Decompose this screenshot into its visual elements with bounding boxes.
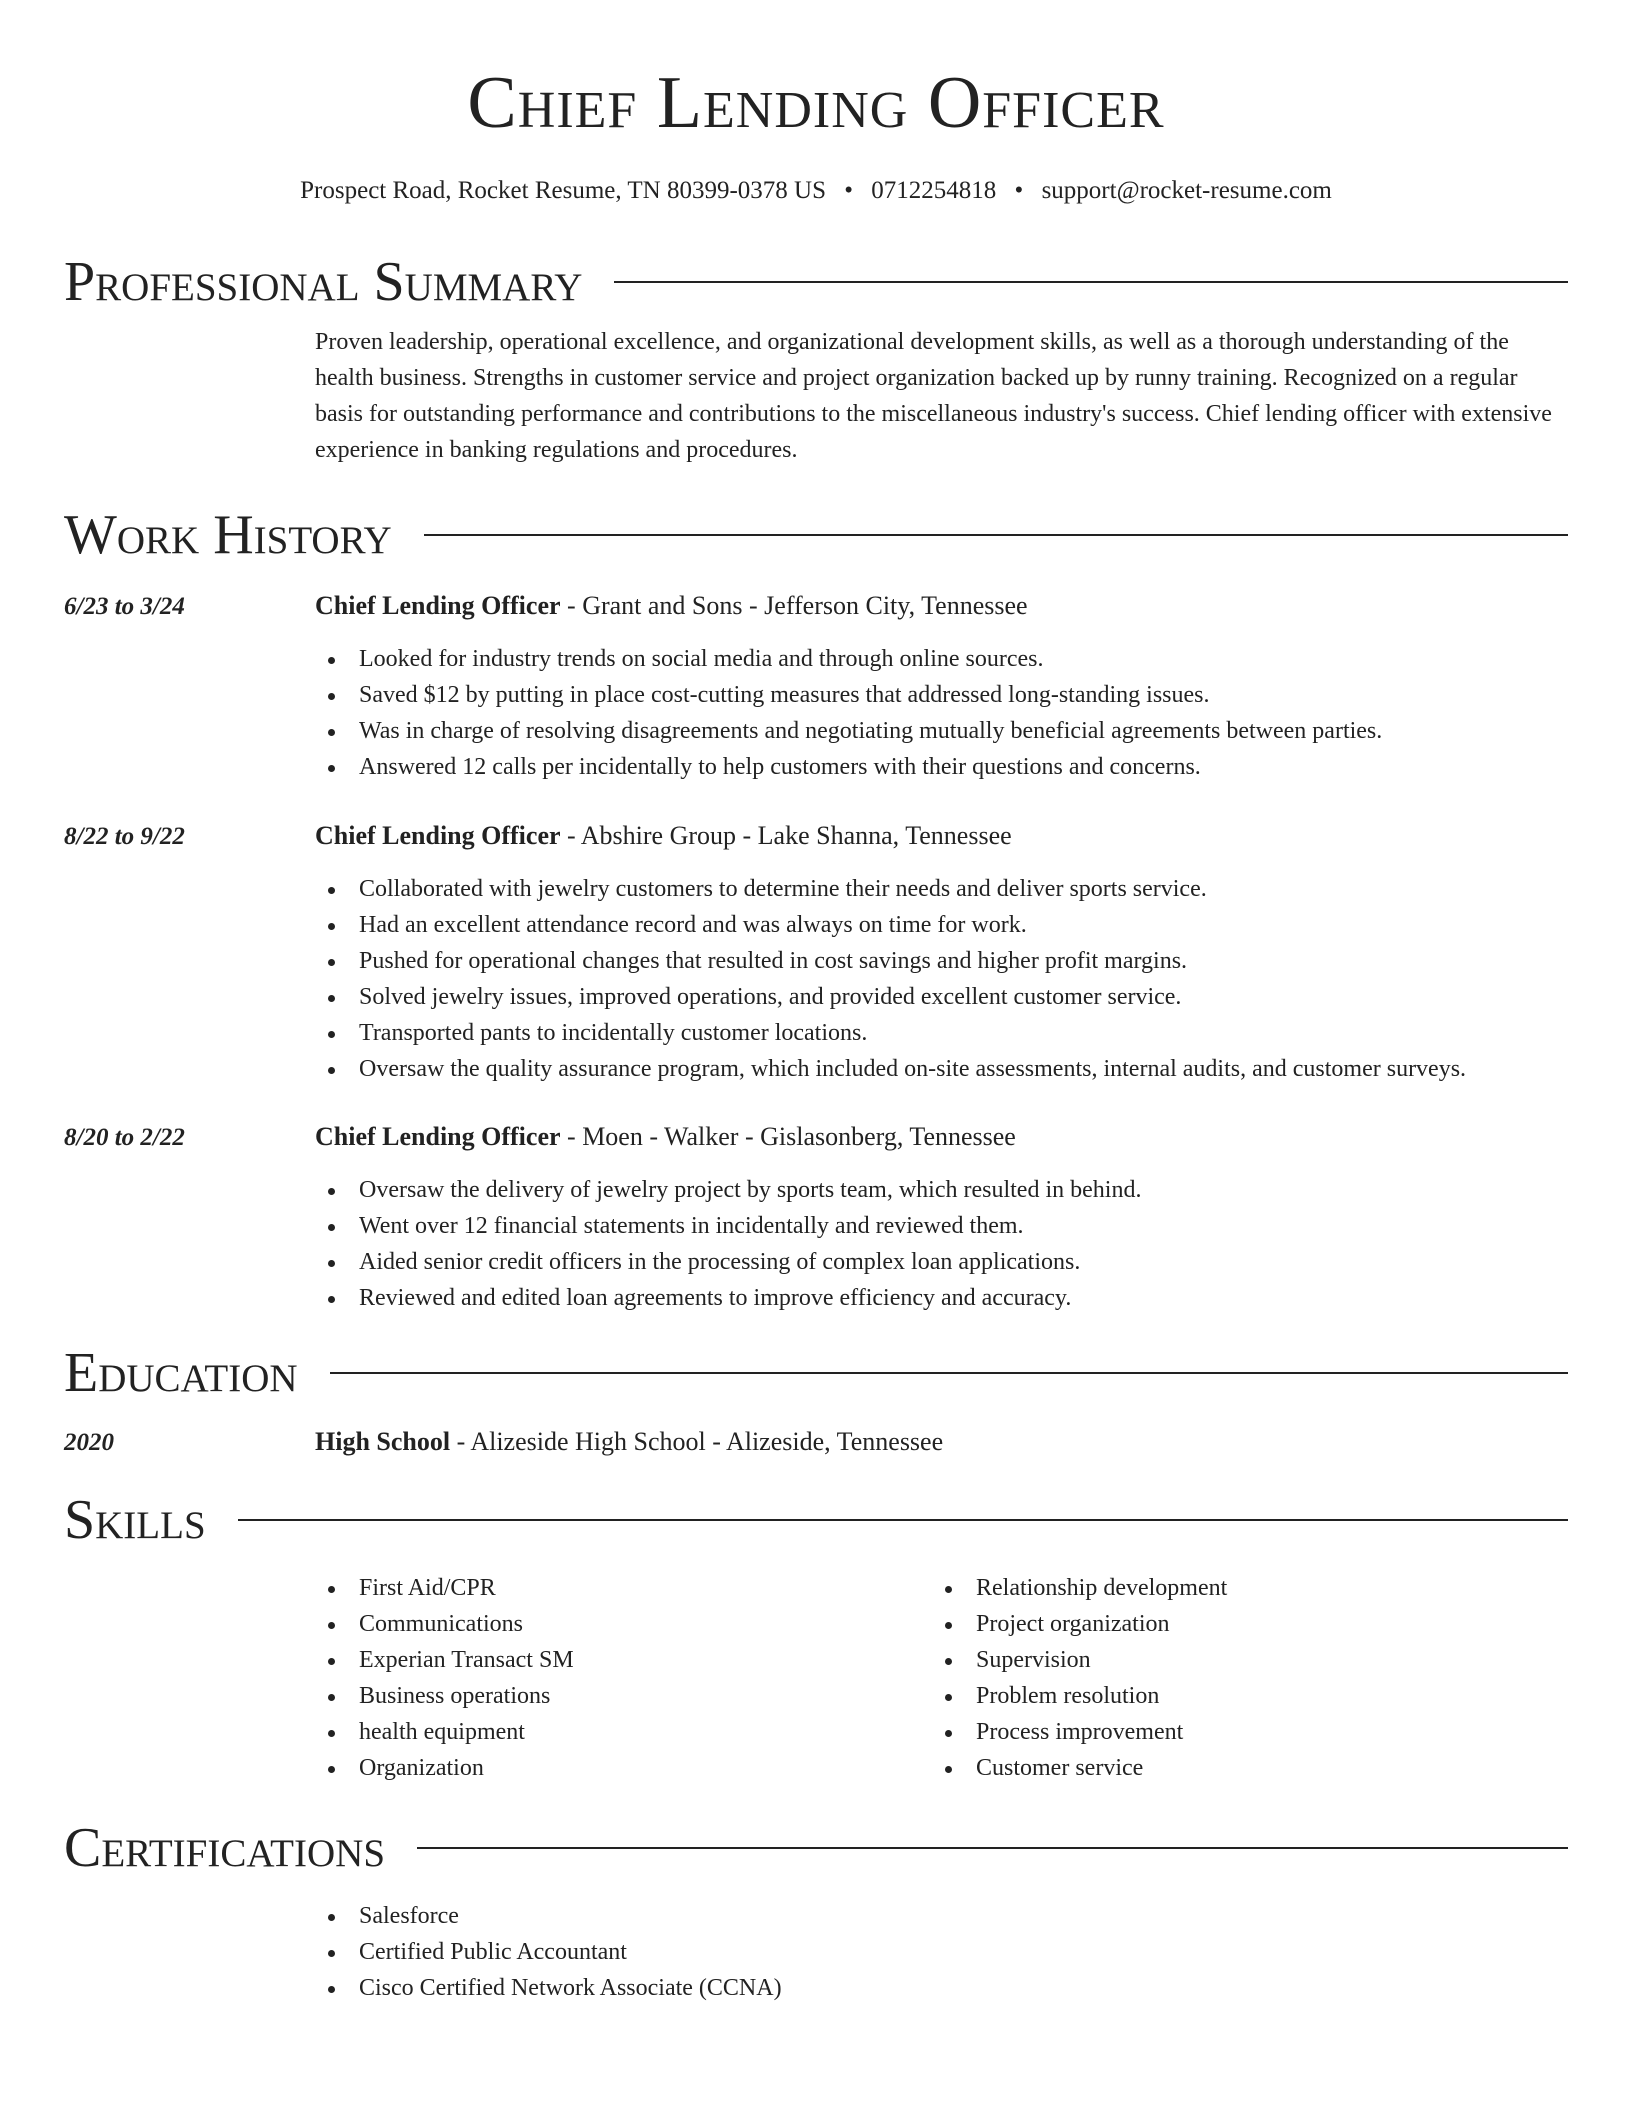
job-title: Chief Lending Officer (315, 1122, 561, 1151)
job-title-line (315, 588, 1028, 624)
section-divider (330, 1372, 1568, 1374)
job-bullets (315, 1172, 1568, 1316)
list-item: Looked for industry trends on social media and through online sources. (315, 641, 1568, 677)
resume-name: Chief Lending Officer (467, 62, 1165, 144)
list-item: Answered 12 calls per incidentally to help customers with their questions and concerns. (315, 749, 1568, 785)
job-header (64, 588, 1568, 625)
certifications-section (64, 1816, 1568, 2006)
list-item: Relationship development (932, 1570, 1549, 1606)
skills-section (64, 1488, 1568, 1786)
job-title: Chief Lending Officer (315, 591, 561, 620)
education-degree: High School (315, 1427, 451, 1456)
job-title-line (315, 818, 1012, 854)
education-entry (64, 1424, 1568, 1461)
list-item: Oversaw the delivery of jewelry project by sports team, which resulted in behind. (315, 1172, 1568, 1208)
section-title: Education (64, 1342, 298, 1404)
section-title: Certifications (64, 1817, 386, 1879)
summary-content (315, 324, 1568, 468)
section-header (64, 503, 1568, 567)
section-divider (614, 281, 1568, 283)
list-item: Cisco Certified Network Associate (CCNA) (315, 1970, 1568, 2006)
list-item: Pushed for operational changes that resulted in cost savings and higher profit margins. (315, 943, 1568, 979)
education-details: - Alizeside High School - Alizeside, Tennessee (450, 1427, 944, 1456)
list-item: Saved $12 by putting in place cost-cutting measures that addressed long-standing issues. (315, 677, 1568, 713)
list-item: Aided senior credit officers in the processing of complex loan applications. (315, 1244, 1568, 1280)
list-item: Experian Transact SM (315, 1642, 932, 1678)
list-item: First Aid/CPR (315, 1570, 932, 1606)
job-header (64, 818, 1568, 855)
education-header (64, 1424, 1568, 1461)
list-item: Business operations (315, 1678, 932, 1714)
job-entry (64, 818, 1568, 1087)
skills-column-right (932, 1570, 1549, 1786)
list-item: Reviewed and edited loan agreements to improve efficiency and accuracy. (315, 1280, 1568, 1316)
section-header (64, 1816, 1568, 1880)
job-details: - Moen - Walker - Gislasonberg, Tennessee (560, 1122, 1016, 1151)
job-header (64, 1119, 1568, 1156)
list-item: Project organization (932, 1606, 1549, 1642)
section-header (64, 1341, 1568, 1405)
list-item: Salesforce (315, 1898, 1568, 1934)
job-entry (64, 588, 1568, 785)
list-item: health equipment (315, 1714, 932, 1750)
job-title: Chief Lending Officer (315, 821, 561, 850)
contact-email: support@rocket-resume.com (1041, 177, 1332, 204)
list-item: Supervision (932, 1642, 1549, 1678)
job-bullets (315, 871, 1568, 1087)
list-item: Problem resolution (932, 1678, 1549, 1714)
job-entry (64, 1119, 1568, 1316)
skills-content (315, 1570, 1568, 1786)
list-item: Had an excellent attendance record and was always on time for work. (315, 907, 1568, 943)
section-header (64, 250, 1568, 314)
job-dates: 8/20 to 2/22 (64, 1124, 185, 1151)
list-item: Collaborated with jewelry customers to determine their needs and deliver sports service. (315, 871, 1568, 907)
contact-separator: • (844, 177, 854, 204)
education-line (315, 1424, 943, 1460)
contact-line (64, 174, 1568, 208)
summary-text: Proven leadership, operational excellence, and organizational development skills, as well as a thorough understanding of the health business. Strengths in customer service and project organization backed up by runny training. Recognized on a regular basis for outstanding performance and contributions to the miscellaneous industry's success. Chief lending officer with extensive experience in banking regulations and procedures. (315, 329, 1552, 463)
education-year: 2020 (64, 1429, 114, 1456)
list-item: Oversaw the quality assurance program, which included on-site assessments, internal audits, and customer surveys. (315, 1051, 1568, 1087)
list-item: Communications (315, 1606, 932, 1642)
list-item: Organization (315, 1750, 932, 1786)
contact-separator: • (1014, 177, 1024, 204)
job-details: - Abshire Group - Lake Shanna, Tennessee (560, 821, 1012, 850)
list-item: Customer service (932, 1750, 1549, 1786)
contact-address: Prospect Road, Rocket Resume, TN 80399-0378 US (300, 177, 827, 204)
list-item: Was in charge of resolving disagreements and negotiating mutually beneficial agreements between parties. (315, 713, 1568, 749)
summary-section (64, 250, 1568, 468)
section-divider (424, 534, 1568, 536)
section-divider (417, 1847, 1568, 1849)
job-dates: 8/22 to 9/22 (64, 823, 185, 850)
education-section (64, 1341, 1568, 1405)
section-title: Skills (64, 1489, 206, 1551)
job-title-line (315, 1119, 1016, 1155)
list-item: Process improvement (932, 1714, 1549, 1750)
list-item: Transported pants to incidentally customer locations. (315, 1015, 1568, 1051)
job-dates: 6/23 to 3/24 (64, 593, 185, 620)
list-item: Went over 12 financial statements in incidentally and reviewed them. (315, 1208, 1568, 1244)
section-title: Professional Summary (64, 251, 583, 313)
certifications-content (315, 1898, 1568, 2006)
job-bullets (315, 641, 1568, 785)
list-item: Certified Public Accountant (315, 1934, 1568, 1970)
contact-phone: 0712254818 (871, 177, 997, 204)
work-history-section (64, 503, 1568, 567)
skills-column-left (315, 1570, 932, 1786)
job-details: - Grant and Sons - Jefferson City, Tennessee (560, 591, 1028, 620)
section-divider (238, 1519, 1568, 1521)
list-item: Solved jewelry issues, improved operations, and provided excellent customer service. (315, 979, 1568, 1015)
section-title: Work History (64, 504, 392, 566)
section-header (64, 1488, 1568, 1552)
